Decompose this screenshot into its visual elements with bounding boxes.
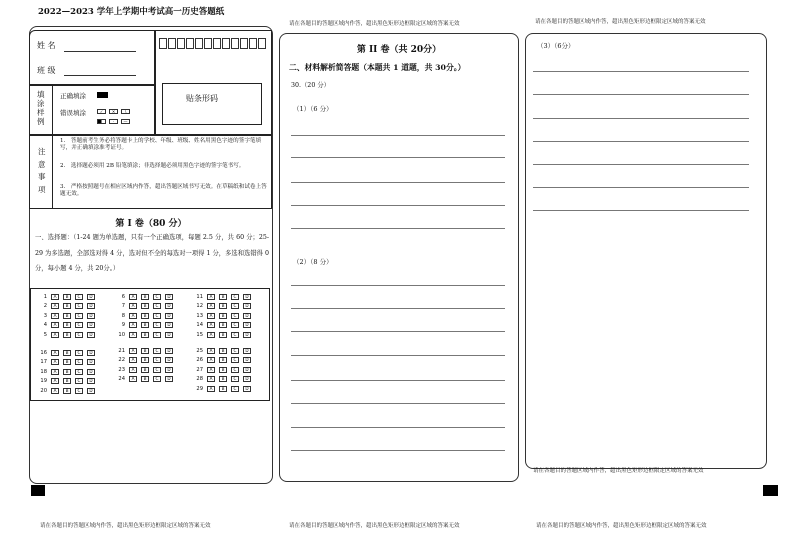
mc-option-bubble[interactable]: B: [141, 322, 149, 328]
left-anchor-mark: [31, 485, 45, 496]
mc-option-bubble[interactable]: C: [75, 313, 83, 319]
mc-option-bubble[interactable]: C: [231, 376, 239, 382]
mc-option-bubble[interactable]: D: [243, 357, 251, 363]
section2-title: 第 II 卷（共 20分）: [356, 45, 442, 55]
mc-option-bubble[interactable]: B: [63, 388, 71, 394]
mc-question-number: 19: [40, 378, 47, 385]
right-panel: [525, 33, 767, 469]
mc-option-bubble[interactable]: D: [87, 322, 95, 328]
mc-question-number: 24: [118, 376, 125, 383]
mc-option-bubble[interactable]: B: [219, 322, 227, 328]
mc-option-bubble[interactable]: D: [87, 332, 95, 338]
mc-question-number: 20: [40, 387, 47, 394]
mc-question-number: 16: [40, 350, 47, 356]
mc-option-bubble[interactable]: D: [165, 348, 173, 354]
mc-option-bubble[interactable]: B: [219, 376, 227, 382]
mc-question-number: 3: [43, 312, 47, 319]
mc-question-number: 13: [196, 312, 203, 319]
mc-question-number: 28: [196, 376, 203, 383]
notice-item-1: 1. 答题前考生务必将答题卡上的学校、年级、班级、姓名用黑色字迹的签字笔填写，并正确填涂准考证号。: [60, 138, 262, 151]
mc-question-number: 26: [196, 357, 203, 364]
mc-option-bubble[interactable]: A: [207, 303, 215, 309]
mc-option-bubble[interactable]: A: [129, 294, 137, 300]
mc-option-bubble[interactable]: B: [219, 294, 227, 300]
mc-option-bubble[interactable]: B: [63, 303, 71, 309]
mc-option-bubble[interactable]: B: [141, 376, 149, 382]
mc-option-bubble[interactable]: A: [207, 357, 215, 363]
fill-example-side-label: 填涂样例: [37, 90, 45, 126]
mc-option-bubble[interactable]: A: [207, 322, 215, 328]
mc-option-bubble[interactable]: D: [87, 313, 95, 319]
mc-option-bubble[interactable]: B: [63, 359, 71, 365]
mc-question-number: 4: [43, 322, 47, 329]
mc-option-bubble[interactable]: A: [51, 294, 59, 300]
mc-option-bubble[interactable]: B: [219, 357, 227, 363]
page-title: 2022—2023 学年上学期中考试高一历史答题纸: [38, 7, 225, 17]
mc-option-bubble[interactable]: D: [243, 294, 251, 300]
name-label: 姓 名: [37, 41, 56, 50]
mc-option-bubble[interactable]: A: [207, 376, 215, 382]
wrong-fill-label: 错误填涂: [60, 109, 86, 117]
wrong-fill-dot-mark: ·: [109, 119, 118, 124]
mc-option-bubble[interactable]: D: [87, 303, 95, 309]
mc-option-bubble[interactable]: C: [153, 332, 161, 338]
barcode-area: [162, 83, 262, 125]
mc-question-number: 10: [118, 331, 125, 338]
mc-option-bubble[interactable]: C: [231, 322, 239, 328]
mc-option-bubble[interactable]: B: [63, 322, 71, 328]
mc-option-bubble[interactable]: B: [63, 294, 71, 300]
name-field[interactable]: [64, 51, 136, 52]
correct-fill-mark: [97, 92, 108, 98]
mc-option-bubble[interactable]: B: [141, 348, 149, 354]
mc-option-bubble[interactable]: A: [51, 388, 59, 394]
mc-question-number: 6: [121, 294, 125, 300]
mc-option-bubble[interactable]: A: [51, 313, 59, 319]
mc-option-bubble[interactable]: B: [141, 313, 149, 319]
mc-option-bubble[interactable]: D: [87, 294, 95, 300]
mc-question-number: 2: [43, 303, 47, 310]
mc-option-bubble[interactable]: A: [129, 367, 137, 373]
mc-option-bubble[interactable]: B: [141, 303, 149, 309]
mc-option-bubble[interactable]: C: [153, 348, 161, 354]
mc-option-bubble[interactable]: C: [231, 313, 239, 319]
mc-option-bubble[interactable]: D: [87, 378, 95, 384]
mc-option-bubble[interactable]: C: [75, 359, 83, 365]
mc-option-bubble[interactable]: C: [231, 348, 239, 354]
mc-option-bubble[interactable]: C: [75, 332, 83, 338]
mc-option-bubble[interactable]: A: [207, 313, 215, 319]
mc-question-number: 18: [40, 368, 47, 375]
mc-option-bubble[interactable]: D: [165, 322, 173, 328]
mc-option-bubble[interactable]: D: [243, 313, 251, 319]
mc-option-bubble[interactable]: C: [153, 322, 161, 328]
mc-option-bubble[interactable]: B: [219, 367, 227, 373]
mc-question-number: 9: [121, 322, 125, 329]
mc-option-bubble[interactable]: D: [243, 332, 251, 338]
mc-option-bubble[interactable]: C: [75, 378, 83, 384]
mc-option-bubble[interactable]: D: [87, 350, 95, 356]
mc-option-bubble[interactable]: C: [153, 303, 161, 309]
mc-option-bubble[interactable]: C: [153, 313, 161, 319]
mc-option-bubble[interactable]: C: [231, 386, 239, 392]
mc-option-bubble[interactable]: D: [243, 367, 251, 373]
section1-title: 第 I 卷（80 分）: [115, 219, 187, 229]
mc-option-bubble[interactable]: B: [219, 332, 227, 338]
mc-option-bubble[interactable]: B: [141, 357, 149, 363]
mc-option-bubble[interactable]: A: [129, 357, 137, 363]
mc-option-bubble[interactable]: C: [231, 357, 239, 363]
notice-item-3: 3. 严格按照题号在相应区域内作答，超出答题区域书写无效。在草稿纸和试卷上答题无效。: [60, 184, 267, 197]
class-label: 班 级: [37, 66, 56, 75]
mc-option-bubble[interactable]: A: [207, 294, 215, 300]
correct-fill-label: 正确填涂: [60, 92, 86, 100]
warning-top-right: 请在各题目的答题区域内作答，超出黑色矩形边框限定区域的答案无效: [535, 19, 706, 25]
mc-option-bubble[interactable]: A: [129, 376, 137, 382]
mc-option-bubble[interactable]: B: [63, 350, 71, 356]
mc-option-bubble[interactable]: C: [75, 369, 83, 375]
mc-question-number: 21: [118, 348, 125, 354]
mc-option-bubble[interactable]: C: [75, 294, 83, 300]
mc-option-bubble[interactable]: B: [141, 367, 149, 373]
mc-option-bubble[interactable]: C: [75, 350, 83, 356]
mc-option-bubble[interactable]: A: [51, 332, 59, 338]
mc-question-number: 11: [196, 294, 203, 300]
question-30-part3: （3）（6分）: [537, 42, 575, 50]
warning-bottom-right: 请在各题目的答题区域内作答，超出黑色矩形边框限定区域的答案无效: [536, 523, 707, 529]
mc-question-number: 23: [118, 366, 125, 373]
mc-option-bubble[interactable]: B: [63, 313, 71, 319]
mc-option-bubble[interactable]: A: [129, 313, 137, 319]
mc-option-bubble[interactable]: A: [129, 348, 137, 354]
mc-option-bubble[interactable]: C: [153, 367, 161, 373]
section2-subtitle: 二、材料解析简答题（本题共 1 道题，共 30分。）: [289, 63, 466, 72]
mc-question-number: 7: [121, 303, 125, 310]
mc-option-bubble[interactable]: D: [243, 322, 251, 328]
mc-option-bubble[interactable]: A: [51, 359, 59, 365]
notice-item-2: 2. 选择题必须用 2B 铅笔填涂；非选择题必须用黑色字迹的签字笔书写。: [60, 163, 245, 169]
mc-option-bubble[interactable]: A: [207, 348, 215, 354]
mc-option-bubble[interactable]: D: [87, 388, 95, 394]
mc-option-bubble[interactable]: D: [165, 332, 173, 338]
mc-option-bubble[interactable]: C: [75, 388, 83, 394]
mc-option-bubble[interactable]: D: [165, 313, 173, 319]
warning-bottom-left: 请在各题目的答题区域内作答，超出黑色矩形边框限定区域的答案无效: [40, 523, 211, 529]
mc-option-bubble[interactable]: A: [207, 332, 215, 338]
mc-option-bubble[interactable]: D: [87, 369, 95, 375]
mc-option-bubble[interactable]: D: [165, 303, 173, 309]
warning-bottom-middle: 请在各题目的答题区域内作答，超出黑色矩形边框限定区域的答案无效: [289, 523, 460, 529]
mc-option-bubble[interactable]: D: [243, 386, 251, 392]
section1-instructions: 一、选择题：（1-24 题为单选题，只有一个正确选项，每题 2.5 分，共 60 分；25-29 为多选题，全部选对得 4 分，选对但不全的每选对一项得 1 分，多选和选错得 0 分，每小题 4 分，共 20分。）: [35, 234, 269, 272]
question-30-part2: （2）（8 分）: [293, 258, 333, 266]
wrong-fill-slash-mark: ∖: [121, 109, 130, 114]
mc-option-bubble[interactable]: B: [219, 348, 227, 354]
mc-option-bubble[interactable]: D: [243, 376, 251, 382]
mc-question-number: 5: [43, 331, 47, 338]
mc-option-bubble[interactable]: B: [219, 386, 227, 392]
mc-option-bubble[interactable]: C: [231, 367, 239, 373]
mc-question-number: 22: [118, 357, 125, 364]
mc-question-number: 12: [196, 303, 203, 310]
mc-option-bubble[interactable]: A: [51, 378, 59, 384]
barcode-label: 贴条形码: [186, 94, 218, 103]
mc-question-number: 25: [196, 348, 203, 354]
wrong-fill-half-mark: [97, 119, 106, 124]
mc-option-bubble[interactable]: B: [63, 369, 71, 375]
mc-option-bubble[interactable]: C: [75, 322, 83, 328]
mc-option-bubble[interactable]: C: [231, 303, 239, 309]
mc-option-bubble[interactable]: D: [165, 357, 173, 363]
mc-option-bubble[interactable]: D: [243, 348, 251, 354]
wrong-fill-check-mark: ✓: [97, 109, 106, 114]
mc-option-bubble[interactable]: C: [75, 303, 83, 309]
mc-option-bubble[interactable]: A: [207, 386, 215, 392]
student-info-box: [29, 30, 155, 85]
mc-option-bubble[interactable]: C: [153, 376, 161, 382]
mc-question-number: 8: [121, 312, 125, 319]
mc-option-bubble[interactable]: C: [231, 294, 239, 300]
mc-option-bubble[interactable]: B: [63, 332, 71, 338]
mc-question-number: 17: [40, 359, 47, 366]
mc-question-number: 15: [196, 331, 203, 338]
mc-option-bubble[interactable]: B: [141, 294, 149, 300]
mc-question-number: 1: [43, 294, 47, 300]
mc-option-bubble[interactable]: B: [219, 303, 227, 309]
mc-option-bubble[interactable]: A: [51, 350, 59, 356]
class-field[interactable]: [64, 75, 136, 76]
mc-option-bubble[interactable]: A: [129, 322, 137, 328]
question-30-part1: （1）（6 分）: [293, 105, 333, 113]
mc-question-number: 27: [196, 366, 203, 373]
wrong-fill-cross-mark: ✕: [109, 109, 118, 114]
mc-option-bubble[interactable]: D: [165, 294, 173, 300]
mc-option-bubble[interactable]: D: [243, 303, 251, 309]
mc-option-bubble[interactable]: C: [153, 294, 161, 300]
mc-option-bubble[interactable]: A: [129, 303, 137, 309]
mc-question-number: 14: [196, 322, 203, 329]
warning-top-middle: 请在各题目的答题区域内作答，超出黑色矩形边框限定区域的答案无效: [289, 21, 460, 27]
mc-option-bubble[interactable]: D: [165, 367, 173, 373]
mc-option-bubble[interactable]: A: [129, 332, 137, 338]
mc-option-bubble[interactable]: A: [51, 322, 59, 328]
question-30-number: 30.（20 分）: [291, 82, 330, 89]
mc-option-bubble[interactable]: B: [141, 332, 149, 338]
wrong-fill-line-mark: —: [121, 119, 130, 124]
mc-option-bubble[interactable]: C: [231, 332, 239, 338]
mc-option-bubble[interactable]: C: [153, 357, 161, 363]
mc-option-bubble[interactable]: D: [87, 359, 95, 365]
notice-side-label: 注意事项: [38, 147, 46, 194]
mc-option-bubble[interactable]: A: [51, 369, 59, 375]
mc-option-bubble[interactable]: A: [51, 303, 59, 309]
mc-option-bubble[interactable]: D: [165, 376, 173, 382]
mc-option-bubble[interactable]: B: [219, 313, 227, 319]
mc-option-bubble[interactable]: A: [207, 367, 215, 373]
warning-right-inner-bottom: 请在各题目的答题区域内作答，超出黑色矩形边框限定区域的答案无效: [533, 468, 704, 474]
mc-option-bubble[interactable]: B: [63, 378, 71, 384]
mc-question-number: 29: [196, 385, 203, 392]
right-anchor-mark: [763, 485, 778, 496]
